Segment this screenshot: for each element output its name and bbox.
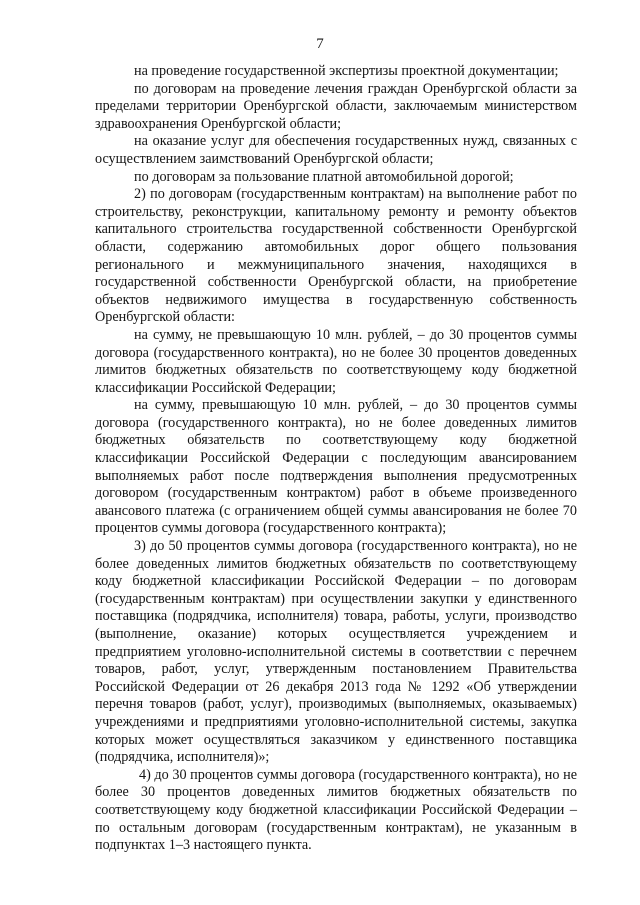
paragraph-item-3: 3) до 50 процентов суммы договора (государственного контракта), но не более доведенных лимитов бюджетных обязательств по соответствующему коду бюджетной классификации Российской Федерации – по договорам (государственным контрактам) при осуществлении закупки у единственного поставщика (подрядчика, исполнителя) товара, работы, услуги, производство (выполнение, оказание) которых осуществляется учреждением и предприятием уголовно-исполнительной системы в соответствии с перечнем товаров, работ, услуг, утвержденным постановлением Правительства Российской Федерации от 26 декабря 2013 года № 1292 «Об утверждении перечня товаров (работ, услуг), производимых (выполняемых, оказываемых) учреждениями и предприятиями уголовно-исполнительной системы, закупка которых может осуществляться заказчиком у единственного поставщика (подрядчика, исполнителя)»; <box>95 538 577 766</box>
page-number: 7 <box>316 36 324 52</box>
paragraph-borrowing-services: на оказание услуг для обеспечения государственных нужд, связанных с осуществлением заимствований Оренбургской области; <box>95 133 577 167</box>
paragraph-item-2: 2) по договорам (государственным контрактам) на выполнение работ по строительству, реконструкции, капитальному ремонту и ремонту объектов капитального строительства государственной собственности Оренбургской области, содержанию автомобильных дорог общего пользования регионального и межмуниципального значения, находящихся в государственной собственности Оренбургской области, на приобретение объектов недвижимого имущества в государственную собственность Оренбургской области: <box>95 186 577 326</box>
document-body <box>95 63 577 855</box>
paragraph-up-to-10-million: на сумму, не превышающую 10 млн. рублей, – до 30 процентов суммы договора (государственного контракта), но не более 30 процентов доведенных лимитов бюджетных обязательств по соответствующему коду бюджетной классификации Российской Федерации; <box>95 326 577 396</box>
paragraph-item-4: 4) до 30 процентов суммы договора (государственного контракта), но не более 30 процентов доведенных лимитов бюджетных обязательств по соответствующему коду бюджетной классификации Российской Федерации – по остальным договорам (государственным контрактам), не указанным в подпунктах 1–3 настоящего пункта. <box>95 766 577 854</box>
paragraph-state-expertise: на проведение государственной экспертизы проектной документации; <box>134 63 559 79</box>
paragraph-over-10-million: на сумму, превышающую 10 млн. рублей, – до 30 процентов суммы договора (государственного контракта), но не более доведенных лимитов бюджетных обязательств по соответствующему коду бюджетной классификации Российской Федерации с последующим авансированием выполняемых работ после подтверждения выполнения предусмотренных договором (государственным контрактом) работ в объеме произведенного авансового платежа (с ограничением общей суммы авансирования не более 70 процентов суммы договора (государственного контракта); <box>95 397 577 537</box>
paragraph-toll-road: по договорам за пользование платной автомобильной дорогой; <box>134 168 514 185</box>
paragraph-treatment-contracts: по договорам на проведение лечения граждан Оренбургской области за пределами территории Оренбургской области, заключаемым министерством здравоохранения Оренбургской области; <box>95 80 577 132</box>
